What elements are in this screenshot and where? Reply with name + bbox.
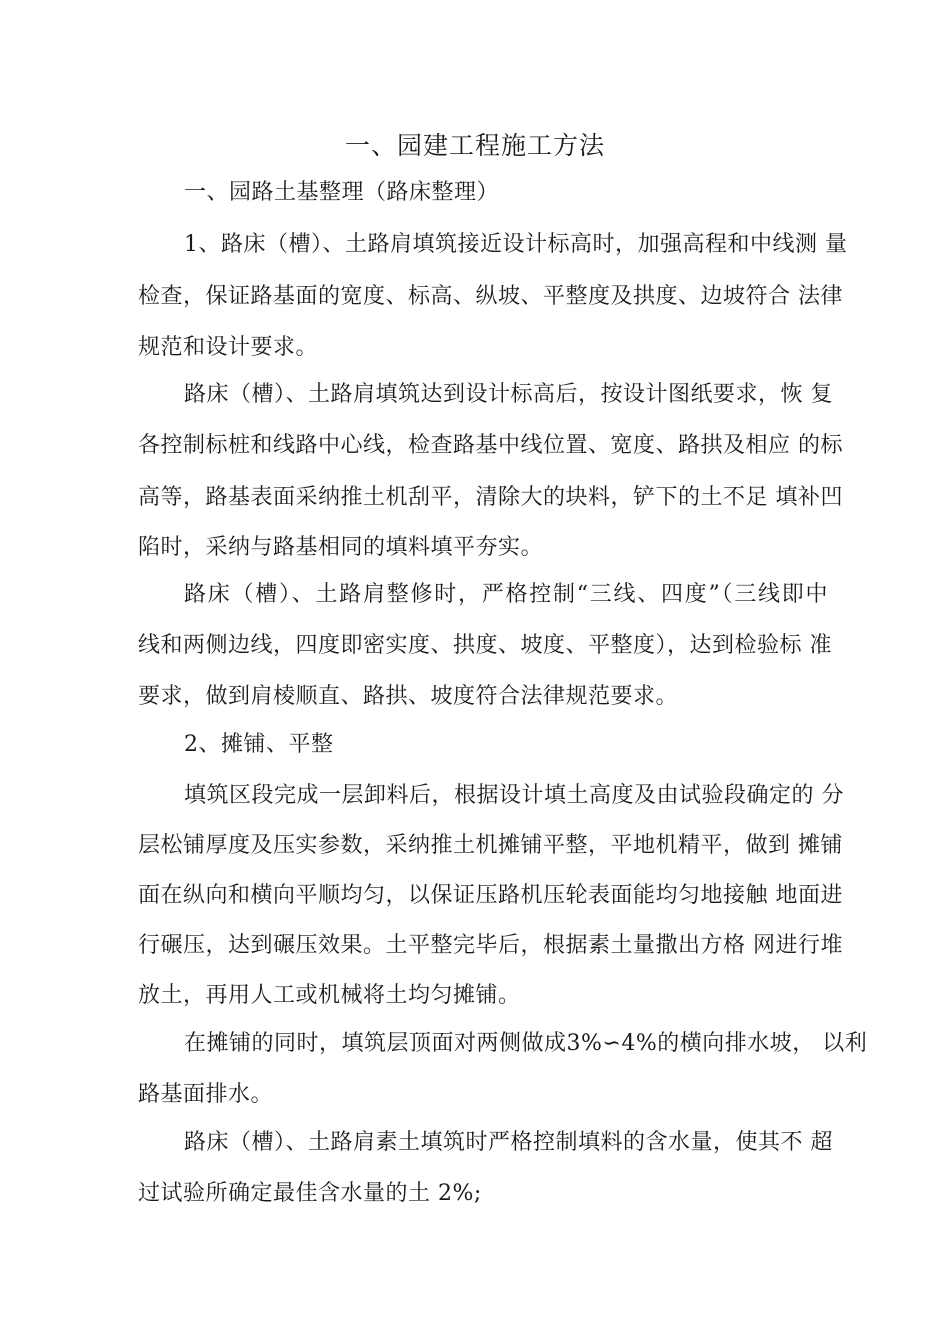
paragraph-line: 层松铺厚度及压实参数，采纳推土机摊铺平整，平地机精平，做到 摊铺: [138, 833, 843, 858]
paragraph-line: 检查，保证路基面的宽度、标高、纵坡、平整度及拱度、边坡符合 法律: [138, 284, 843, 309]
paragraph-line: 路床（槽）、土路肩整修时，严格控制“三线、四度”（三线即中: [184, 582, 828, 607]
paragraph-line: 过试验所确定最佳含水量的土 2%;: [138, 1181, 482, 1206]
paragraph-line: 线和两侧边线，四度即密实度、拱度、坡度、平整度），达到检验标 准: [138, 633, 832, 658]
paragraph-line: 在摊铺的同时，填筑层顶面对两侧做成3%∽4%的横向排水坡， 以利: [184, 1031, 868, 1056]
paragraph-line: 面在纵向和横向平顺均匀，以保证压路机压轮表面能均匀地接触 地面进: [138, 883, 843, 908]
paragraph-line: 填筑区段完成一层卸料后，根据设计填土高度及由试验段确定的 分: [184, 783, 844, 808]
paragraph-line: 放土，再用人工或机械将土均匀摊铺。: [138, 983, 521, 1008]
paragraph-line: 各控制标桩和线路中心线，检查路基中线位置、宽度、路拱及相应 的标: [138, 433, 843, 458]
paragraph-line: 规范和设计要求。: [138, 335, 319, 360]
paragraph-line: 高等，路基表面采纳推土机刮平，清除大的块料，铲下的土不足 填补凹: [138, 485, 843, 510]
paragraph-line: 路床（槽）、土路肩素土填筑时严格控制填料的含水量，使其不 超: [184, 1130, 833, 1155]
paragraph-line: 路基面排水。: [138, 1082, 274, 1107]
paragraph-line: 1、路床（槽）、土路肩填筑接近设计标高时，加强高程和中线测 量: [184, 232, 848, 257]
section-heading: 一、园路土基整理（路床整理）: [184, 180, 500, 205]
paragraph-line: 陷时，采纳与路基相同的填料填平夯实。: [138, 535, 544, 560]
paragraph-line: 行碾压，达到碾压效果。土平整完毕后，根据素土量撒出方格 网进行堆: [138, 933, 843, 958]
paragraph-line: 要求，做到肩棱顺直、路拱、坡度符合法律规范要求。: [138, 684, 679, 709]
paragraph-line: 路床（槽）、土路肩填筑达到设计标高后，按设计图纸要求，恢 复: [184, 382, 833, 407]
page-title: 一、园建工程施工方法: [344, 131, 605, 160]
subsection-heading: 2、摊铺、平整: [184, 732, 334, 757]
